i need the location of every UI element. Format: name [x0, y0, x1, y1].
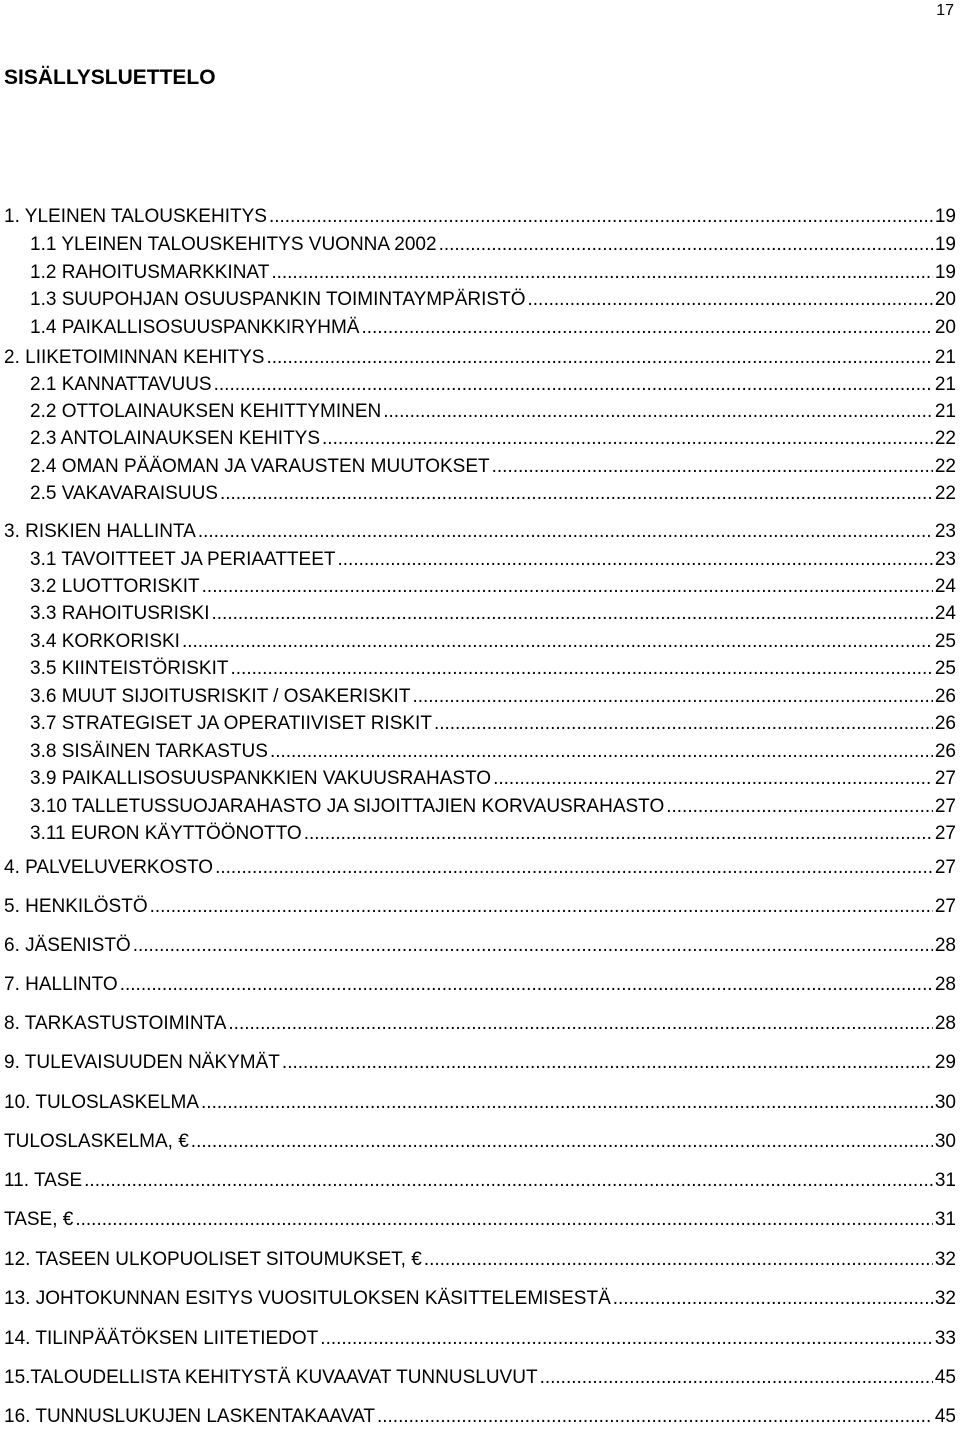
toc-dot-leader [228, 1011, 932, 1037]
toc-entry[interactable] [30, 260, 956, 286]
toc-entry-label: 4. PALVELUVERKOSTO [4, 857, 214, 878]
toc-entry[interactable] [30, 372, 956, 398]
toc-dot-leader [613, 1286, 933, 1312]
toc-entry-label: 1.1 YLEINEN TALOUSKEHITYS VUONNA 2002 [30, 234, 437, 255]
toc-entry-page: 22 [934, 456, 956, 477]
toc-entry-page: 23 [934, 521, 956, 542]
toc-entry-page: 32 [934, 1249, 956, 1270]
toc-entry-label: 3.11 EURON KÄYTTÖÖNOTTO [30, 823, 302, 844]
toc-entry-label: 15.TALOUDELLISTA KEHITYSTÄ KUVAAVAT TUNNUSLUVUT [4, 1367, 538, 1388]
toc-entry[interactable] [30, 766, 956, 792]
toc-dot-leader [493, 766, 933, 792]
toc-dot-leader [434, 711, 933, 737]
toc-dot-leader [271, 260, 933, 286]
toc-entry-label: 2.5 VAKAVARAISUUS [30, 483, 218, 504]
toc-dot-leader [304, 821, 933, 847]
toc-entry-label: 10. TULOSLASKELMA [4, 1092, 200, 1113]
toc-entry-page: 27 [934, 768, 956, 789]
toc-entry-page: 31 [934, 1209, 956, 1230]
toc-entry-label: 1.4 PAIKALLISOSUUSPANKKIRYHMÄ [30, 317, 360, 338]
toc-dot-leader [361, 315, 932, 341]
toc-dot-leader [492, 454, 933, 480]
toc-entry-page: 24 [934, 603, 956, 624]
toc-dot-leader [198, 519, 933, 545]
toc-entry[interactable] [30, 739, 956, 765]
toc-entry-page: 19 [934, 234, 956, 255]
toc-entry[interactable] [4, 1365, 956, 1391]
toc-entry-label: 7. HALLINTO [4, 974, 118, 995]
toc-dot-leader [266, 345, 932, 371]
toc-dot-leader [269, 204, 933, 230]
toc-entry-page: 26 [934, 686, 956, 707]
toc-dot-leader [202, 574, 933, 600]
toc-entry[interactable] [4, 1286, 956, 1312]
toc-entry-page: 27 [934, 823, 956, 844]
toc-entry[interactable] [4, 894, 956, 920]
toc-entry-label: 3.10 TALLETUSSUOJARAHASTO JA SIJOITTAJIEN KORVAUSRAHASTO [30, 796, 665, 817]
toc-dot-leader [201, 1090, 933, 1116]
page-number: 17 [936, 2, 954, 19]
toc-entry-page: 22 [934, 483, 956, 504]
toc-entry-page: 33 [934, 1328, 956, 1349]
toc-entry[interactable] [4, 1011, 956, 1037]
toc-dot-leader [270, 739, 933, 765]
toc-dot-leader [84, 1168, 933, 1194]
toc-dot-leader [439, 232, 933, 258]
toc-entry[interactable] [30, 601, 956, 627]
toc-entry[interactable] [4, 855, 956, 881]
toc-entry-label: 3.3 RAHOITUSRISKI [30, 603, 210, 624]
toc-entry-label: 1.2 RAHOITUSMARKKINAT [30, 262, 270, 283]
toc-entry-page: 25 [934, 658, 956, 679]
toc-entry[interactable] [30, 821, 956, 847]
toc-entry-page: 30 [934, 1092, 956, 1113]
toc-entry-label: 3.2 LUOTTORISKIT [30, 576, 200, 597]
toc-dot-leader [424, 1247, 933, 1273]
toc-entry-page: 24 [934, 576, 956, 597]
toc-entry-label: 3.6 MUUT SIJOITUSRISKIT / OSAKERISKIT [30, 686, 411, 707]
toc-dot-leader [377, 1404, 933, 1430]
toc-dot-leader [231, 656, 933, 682]
toc-dot-leader [75, 1207, 933, 1233]
toc-entry-page: 23 [934, 549, 956, 570]
toc-entry-label: 6. JÄSENISTÖ [4, 935, 131, 956]
toc-entry-label: 13. JOHTOKUNNAN ESITYS VUOSITULOKSEN KÄSITTELEMISESTÄ [4, 1288, 611, 1309]
toc-dot-leader [528, 287, 933, 313]
toc-entry-label: 12. TASEEN ULKOPUOLISET SITOUMUKSET, € [4, 1249, 422, 1270]
toc-entry[interactable] [4, 1050, 956, 1076]
toc-entry-label: 3.8 SISÄINEN TARKASTUS [30, 741, 268, 762]
toc-dot-leader [214, 372, 933, 398]
toc-entry[interactable] [4, 204, 956, 230]
toc-entry-page: 19 [934, 206, 956, 227]
toc-dot-leader [191, 1129, 933, 1155]
toc-entry[interactable] [30, 399, 956, 425]
toc-entry[interactable] [4, 972, 956, 998]
toc-entry-label: 3.9 PAIKALLISOSUUSPANKKIEN VAKUUSRAHASTO [30, 768, 492, 789]
toc-entry-page: 20 [934, 289, 956, 310]
toc-dot-leader [322, 426, 933, 452]
toc-entry[interactable] [30, 454, 956, 480]
page-title: SISÄLLYSLUETTELO [4, 66, 216, 89]
toc-entry[interactable] [4, 1090, 956, 1116]
toc-entry[interactable] [4, 1404, 956, 1430]
toc-entry-page: 28 [934, 1013, 956, 1034]
toc-entry[interactable] [4, 933, 956, 959]
toc-entry[interactable] [30, 426, 956, 452]
toc-entry-label: TULOSLASKELMA, € [4, 1131, 189, 1152]
toc-entry[interactable] [30, 574, 956, 600]
toc-entry-page: 21 [934, 374, 956, 395]
toc-dot-leader [383, 399, 933, 425]
toc-dot-leader [337, 547, 932, 573]
toc-entry-page: 29 [934, 1052, 956, 1073]
toc-entry-label: TASE, € [4, 1209, 74, 1230]
toc-entry[interactable] [4, 1207, 956, 1233]
toc-entry[interactable] [30, 656, 956, 682]
toc-dot-leader [212, 601, 933, 627]
toc-dot-leader [150, 894, 933, 920]
toc-entry-label: 3. RISKIEN HALLINTA [4, 521, 196, 542]
toc-dot-leader [282, 1050, 933, 1076]
toc-entry-label: 3.1 TAVOITTEET JA PERIAATTEET [30, 549, 336, 570]
toc-dot-leader [133, 933, 933, 959]
toc-entry-label: 8. TARKASTUSTOIMINTA [4, 1013, 227, 1034]
toc-entry-page: 31 [934, 1170, 956, 1191]
toc-entry[interactable] [30, 481, 956, 507]
toc-entry-page: 30 [934, 1131, 956, 1152]
toc-entry-page: 28 [934, 974, 956, 995]
toc-dot-leader [215, 855, 933, 881]
toc-entry[interactable] [30, 629, 956, 655]
toc-entry-label: 1. YLEINEN TALOUSKEHITYS [4, 206, 267, 227]
toc-entry-label: 2.1 KANNATTAVUUS [30, 374, 212, 395]
toc-entry[interactable] [30, 232, 956, 258]
toc-entry-label: 3.5 KIINTEISTÖRISKIT [30, 658, 229, 679]
toc-entry-page: 20 [934, 317, 956, 338]
toc-entry-label: 3.4 KORKORISKI [30, 631, 180, 652]
toc-dot-leader [220, 481, 933, 507]
toc-dot-leader [412, 684, 932, 710]
toc-dot-leader [120, 972, 933, 998]
toc-entry-label: 5. HENKILÖSTÖ [4, 896, 148, 917]
toc-dot-leader [666, 794, 933, 820]
toc-entry-page: 45 [934, 1367, 956, 1388]
toc-entry[interactable] [30, 794, 956, 820]
toc-entry-page: 22 [934, 428, 956, 449]
toc-entry[interactable] [4, 519, 956, 545]
toc-entry-page: 45 [934, 1406, 956, 1427]
toc-entry-page: 27 [934, 796, 956, 817]
toc-entry-page: 25 [934, 631, 956, 652]
toc-entry[interactable] [30, 547, 956, 573]
toc-entry-label: 9. TULEVAISUUDEN NÄKYMÄT [4, 1052, 280, 1073]
toc-entry-page: 26 [934, 713, 956, 734]
toc-entry[interactable] [30, 684, 956, 710]
toc-entry-page: 27 [934, 857, 956, 878]
toc-entry-page: 27 [934, 896, 956, 917]
toc-dot-leader [182, 629, 933, 655]
toc-entry-page: 21 [934, 347, 956, 368]
toc-entry-page: 21 [934, 401, 956, 422]
toc-entry[interactable] [4, 1326, 956, 1352]
toc-entry-label: 3.7 STRATEGISET JA OPERATIIVISET RISKIT [30, 713, 432, 734]
toc-entry-label: 16. TUNNUSLUKUJEN LASKENTAKAAVAT [4, 1406, 375, 1427]
toc-entry-label: 2.2 OTTOLAINAUKSEN KEHITTYMINEN [30, 401, 382, 422]
toc-entry-page: 32 [934, 1288, 956, 1309]
toc-dot-leader [540, 1365, 933, 1391]
toc-entry-label: 2. LIIKETOIMINNAN KEHITYS [4, 347, 265, 368]
toc-dot-leader [320, 1326, 933, 1352]
toc-entry-label: 1.3 SUUPOHJAN OSUUSPANKIN TOIMINTAYMPÄRISTÖ [30, 289, 526, 310]
toc-entry-label: 14. TILINPÄÄTÖKSEN LIITETIEDOT [4, 1328, 319, 1349]
toc-entry[interactable] [4, 345, 956, 371]
toc-entry[interactable] [30, 315, 956, 341]
toc-entry[interactable] [30, 711, 956, 737]
toc-entry[interactable] [4, 1168, 956, 1194]
toc-entry[interactable] [4, 1129, 956, 1155]
toc-entry-page: 19 [934, 262, 956, 283]
toc-entry[interactable] [30, 287, 956, 313]
toc-entry-page: 26 [934, 741, 956, 762]
toc-entry[interactable] [4, 1247, 956, 1273]
toc-entry-label: 11. TASE [4, 1170, 83, 1191]
toc-entry-page: 28 [934, 935, 956, 956]
toc-entry-label: 2.4 OMAN PÄÄOMAN JA VARAUSTEN MUUTOKSET [30, 456, 490, 477]
toc-entry-label: 2.3 ANTOLAINAUKSEN KEHITYS [30, 428, 321, 449]
